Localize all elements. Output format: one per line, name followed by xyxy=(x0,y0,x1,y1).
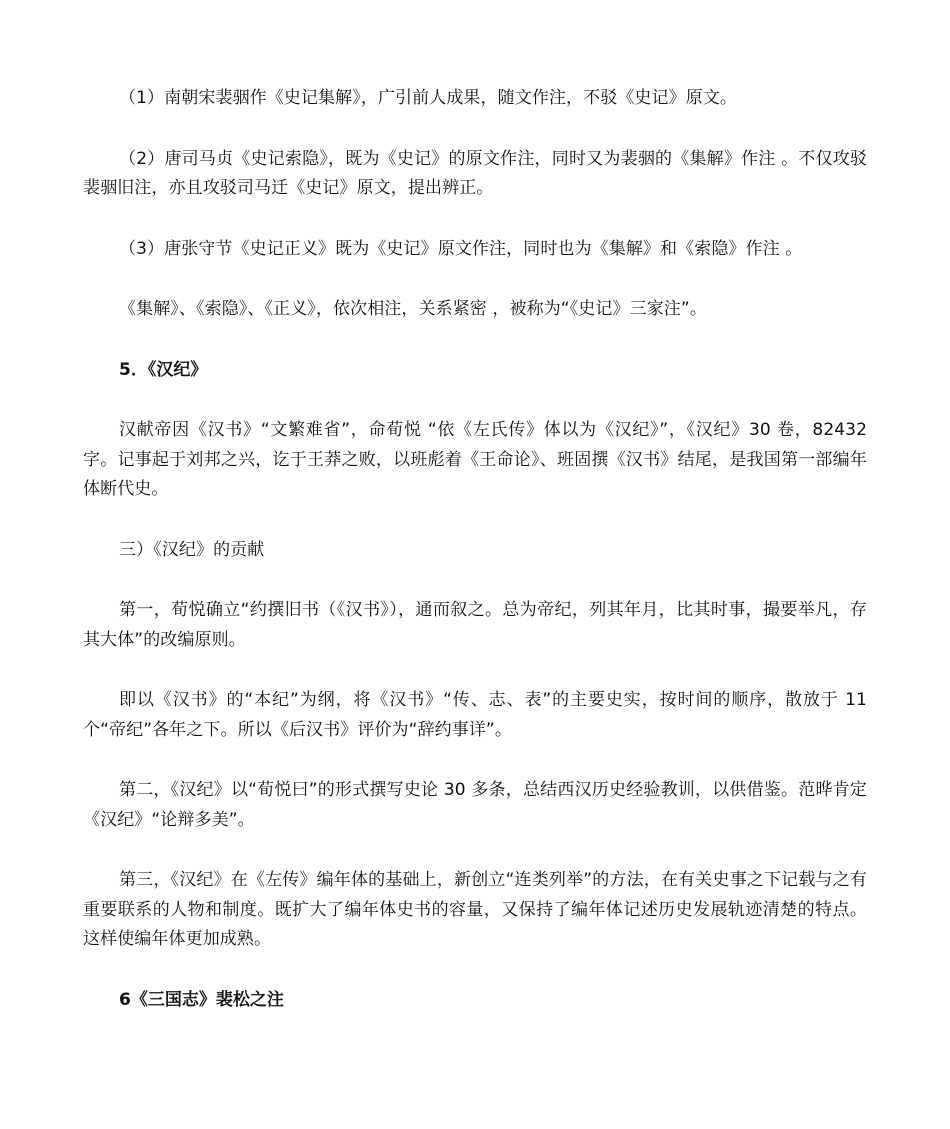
paragraph-contribution-third: 第三，《汉纪》在《左传》编年体的基础上，新创立“连类列举”的方法，在有关史事之下记载与之有重要联系的人物和制度。既扩大了编年体史书的容量，又保持了编年体记述历史发展轨迹清楚的特点。这样使编年体更加成熟。 xyxy=(83,870,867,949)
section-heading-hanji: 5．《汉纪》 xyxy=(119,359,208,380)
paragraph-sanjia-zhu: 《集解》、《索隐》、《正义》，依次相注，关系紧密 ，被称为“《史记》三家注”。 xyxy=(119,299,707,319)
paragraph-shiji-suoyin: （2）唐司马贞《史记索隐》，既为《史记》的原文作注，同时又为裴骃的《集解》作注 。不仅攻驳裴骃旧注，亦且攻驳司马迁《史记》原文，提出辨正。 xyxy=(83,148,867,198)
paragraph-hanji-contribution-title: 三）《汉纪》的贡献 xyxy=(119,539,265,560)
paragraph-contribution-method: 即以《汉书》的“本纪”为纲，将《汉书》“传、志、表”的主要史实，按时间的顺序，散放于 11 个“帝纪”各年之下。所以《后汉书》评价为“辞约事详”。 xyxy=(83,690,867,740)
document-page xyxy=(83,84,867,1046)
paragraph-hanji-intro: 汉献帝因《汉书》“文繁难省”，命荀悦 “依《左氏传》体以为《汉纪》”，《汉纪》30 卷，82432 字。记事起于刘邦之兴，讫于王莽之败，以班彪着《王命论》、班固撰《汉书》结尾，是我国第一部编年体断代史。 xyxy=(83,420,867,499)
paragraph-shiji-zhengyi: （3）唐张守节《史记正义》既为《史记》原文作注，同时也为《集解》和《索隐》作注 。 xyxy=(119,238,803,259)
section-heading-sanguozhi: 6《三国志》裴松之注 xyxy=(119,989,284,1010)
paragraph-contribution-first: 第一，荀悦确立“约撰旧书（《汉书》），通而叙之。总为帝纪，列其年月，比其时事，撮要举凡，存其大体”的改编原则。 xyxy=(83,600,867,650)
paragraph-contribution-second: 第二，《汉纪》以“荀悦曰”的形式撰写史论 30 多条，总结西汉历史经验教训，以供借鉴。范晔肯定《汉纪》“论辩多美”。 xyxy=(83,780,867,830)
paragraph-shiji-jijie: （1）南朝宋裴骃作《史记集解》，广引前人成果，随文作注，不驳《史记》原文。 xyxy=(119,88,738,108)
